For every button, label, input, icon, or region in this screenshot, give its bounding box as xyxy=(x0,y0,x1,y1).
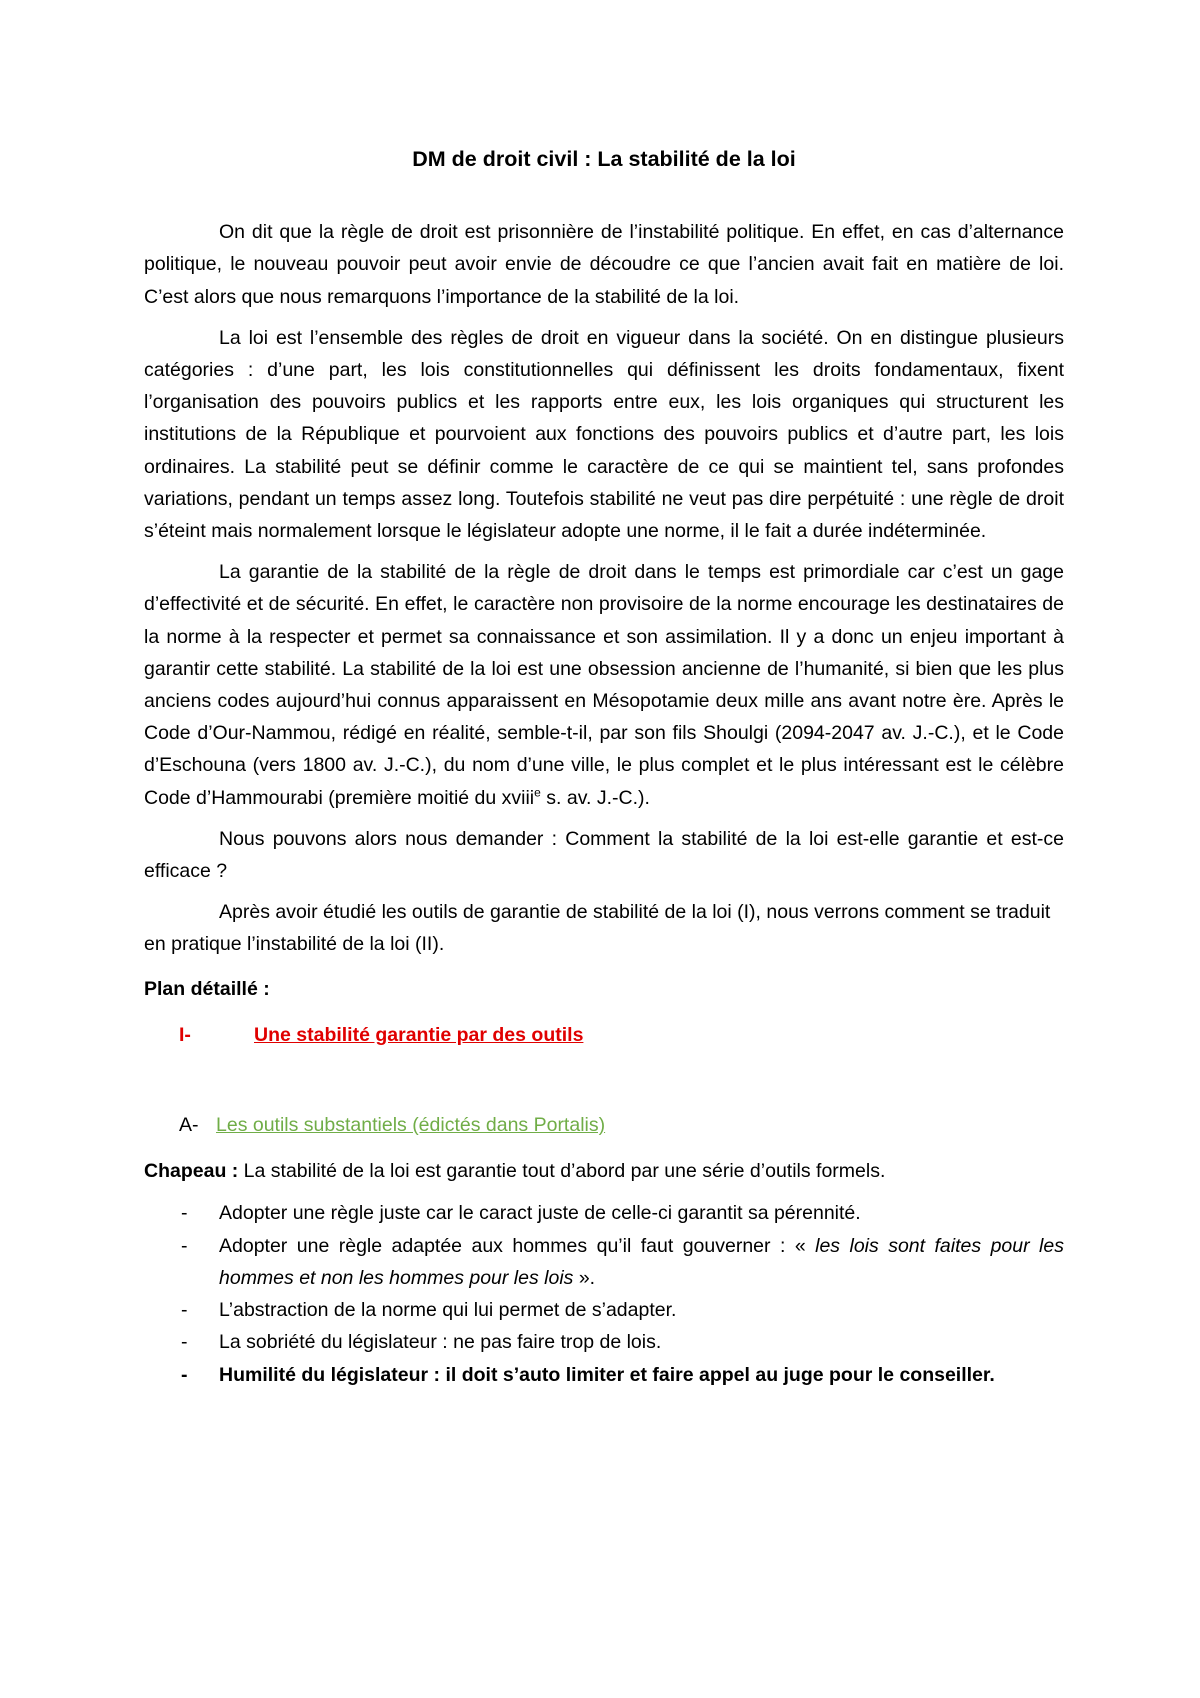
chapeau-label: Chapeau : xyxy=(144,1160,239,1183)
paragraph-intro: On dit que la règle de droit est prisonnière de l’instabilité politique. En effet, en cas d’alternance politique, le nouveau pouvoir peut avoir envie de découdre ce que l’ancien avait fait en matière de loi. C’est alors que nous remarquons l’importance de la stabilité de la loi. xyxy=(144,221,1064,308)
chapeau xyxy=(144,1155,1064,1187)
list-item xyxy=(144,1294,1064,1326)
bullet-text: L’abstraction de la norme qui lui permet de s’adapter. xyxy=(219,1299,677,1322)
bullet-dash: - xyxy=(181,1363,188,1386)
bullet-list xyxy=(144,1197,1064,1390)
paragraph-stakes-tail: s. av. J.-C.). xyxy=(540,786,650,809)
bullet-dash: - xyxy=(181,1202,188,1225)
document-body xyxy=(144,143,1064,1391)
list-item xyxy=(144,1230,1064,1294)
document-title: DM de droit civil : La stabilité de la loi xyxy=(412,147,796,171)
list-item xyxy=(144,1197,1064,1229)
chapeau-text: La stabilité de la loi est garantie tout d’abord par une série d’outils formels. xyxy=(238,1160,886,1183)
bullet-text: Adopter une règle juste car le caract juste de celle-ci garantit sa pérennité. xyxy=(219,1202,861,1225)
section-a-heading xyxy=(179,1109,1064,1141)
bullet-dash: - xyxy=(181,1234,188,1257)
century-superscript: e xyxy=(534,785,541,800)
bullet-text: Adopter une règle adaptée aux hommes qu’il faut gouverner : « xyxy=(219,1234,816,1257)
bullet-text-end: ». xyxy=(573,1266,596,1289)
paragraph-problematic: Nous pouvons alors nous demander : Comment la stabilité de la loi est-elle garantie et est-ce efficace ? xyxy=(144,827,1064,883)
plan-label: Plan détaillé : xyxy=(144,977,270,1000)
section-one-title: Une stabilité garantie par des outils xyxy=(254,1023,584,1046)
paragraph-stakes-text: La garantie de la stabilité de la règle de droit dans le temps est primordiale car c’est un gage d’effectivité et de sécurité. En effet, le caractère non provisoire de la norme encourage les destinataires de la norme à la respecter et permet sa connaissance et son assimilation. Il y a donc un enjeu important à garantir cette stabilité. La stabilité de la loi est une obsession ancienne de l’humanité, si bien que les plus anciens codes aujourd’hui connus apparaissent en Mésopotamie deux mille ans avant notre ère. Après le Code d’Our-Nammou, rédigé en réalité, semble-t-il, par son fils Shoulgi (2094-2047 av. J.-C.), et le Code d’Eschouna (vers 1800 av. J.-C.), du nom d’une ville, le plus complet et le plus intéressant est le célèbre Code d’Hammourabi (première moitié du xviii xyxy=(144,561,1064,809)
list-item xyxy=(144,1326,1064,1358)
section-one-heading xyxy=(179,1019,1064,1051)
paragraph-stakes xyxy=(144,556,1064,814)
quote-italic: les lois sont faites pour les hommes et non les hommes pour les lois xyxy=(219,1234,1064,1289)
list-item xyxy=(144,1359,1064,1391)
section-a-title: Les outils substantiels (édictés dans Portalis) xyxy=(216,1114,606,1137)
paragraph-definition: La loi est l’ensemble des règles de droit en vigueur dans la société. On en distingue plusieurs catégories : d’une part, les lois constitutionnelles qui définissent les droits fondamentaux, fixent l’organisation des pouvoirs publics et les rapports entre eux, les lois organiques qui structurent les institutions de la République et pourvoient aux fonctions des pouvoirs publics et d’autre part, les lois ordinaires. La stabilité peut se définir comme le caractère de ce qui se maintient tel, sans profondes variations, pendant un temps assez long. Toutefois stabilité ne veut pas dire perpétuité : une règle de droit s’éteint mais normalement lorsque le législateur adopte une norme, il le fait a durée indéterminée. xyxy=(144,326,1064,543)
section-a-number: A- xyxy=(179,1114,199,1137)
paragraph-announcement: Après avoir étudié les outils de garantie de stabilité de la loi (I), nous verrons comment se traduit en pratique l’instabilité de la loi (II). xyxy=(144,901,1051,956)
section-one-number: I- xyxy=(179,1023,191,1046)
bullet-dash: - xyxy=(181,1299,188,1322)
bullet-text: La sobriété du législateur : ne pas faire trop de lois. xyxy=(219,1331,662,1354)
bullet-dash: - xyxy=(181,1331,188,1354)
bullet-text: Humilité du législateur : il doit s’auto limiter et faire appel au juge pour le conseiller. xyxy=(219,1363,995,1386)
